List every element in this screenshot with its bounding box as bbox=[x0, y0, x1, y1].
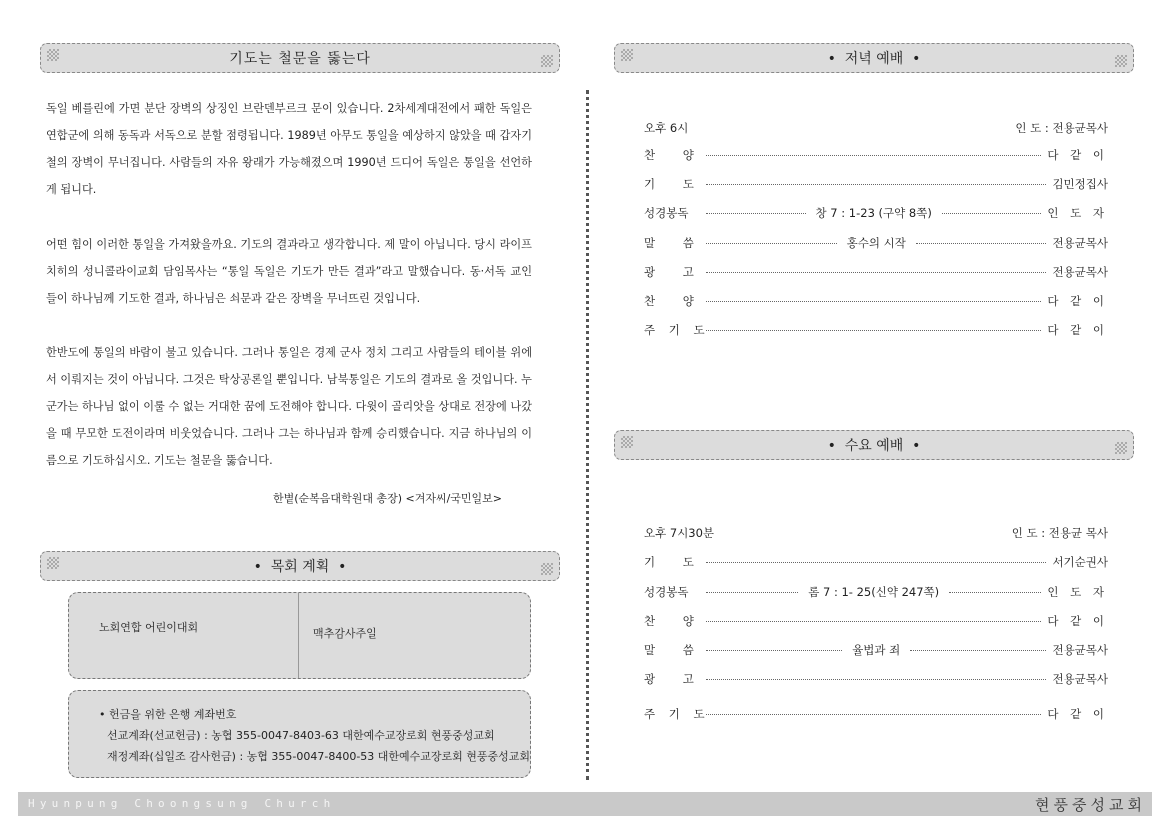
row-value: 다 같 이 bbox=[1047, 294, 1108, 308]
wednesday-time: 오후 7시30분 bbox=[644, 526, 715, 540]
service-row bbox=[644, 233, 1108, 253]
bank-line: 재정계좌(십일조 감사헌금) : 농협 355-0047-8400-53 대한예수교장로회 현풍중성교회 bbox=[107, 750, 531, 763]
service-row bbox=[644, 552, 1108, 572]
pattern-corner-icon bbox=[541, 563, 553, 575]
row-value: 김민정집사 bbox=[1052, 177, 1108, 191]
service-row bbox=[644, 704, 1108, 724]
paragraph-2: 어떤 힘이 이러한 통일을 가져왔을까요. 기도의 결과라고 생각합니다. 제 말이 아닙니다. 당시 라이프치히의 성니콜라이교회 담임목사는 “통일 독일은 기도가 만든 결과”라고 말했습니다. 동·서독 교인들이 하나님께 기도한 결과, 하나님은 쇠문과 같은 장벽을 무너뜨린 것입니다. bbox=[46, 238, 532, 305]
service-row bbox=[644, 320, 1108, 340]
service-row bbox=[644, 262, 1108, 282]
row-label: 주 기 도 bbox=[644, 323, 710, 337]
pattern-corner-icon bbox=[47, 49, 59, 61]
row-label: 찬 양 bbox=[644, 148, 706, 162]
service-row bbox=[644, 582, 1108, 602]
paragraph-1: 독일 베를린에 가면 분단 장벽의 상징인 브란덴부르크 문이 있습니다. 2차세계대전에서 패한 독일은 연합군에 의해 동독과 서독으로 분할 점령됩니다. 1989년 아무도 통일을 예상하지 않았을 때 갑자기 철의 장벽이 무너집니다. 사람들의 자유 왕래가 가능해졌으며 1990년 드디어 독일은 통일을 선언하게 됩니다. bbox=[46, 102, 532, 196]
dot-leader bbox=[706, 301, 1041, 302]
dot-leader bbox=[942, 213, 1042, 214]
row-label: 찬 양 bbox=[644, 614, 706, 628]
row-label: 기 도 bbox=[644, 177, 706, 191]
wednesday-leader: 인 도 : 전용균 목사 bbox=[1011, 526, 1108, 540]
row-passage: 롬 7 : 1- 25(신약 247쪽) bbox=[808, 585, 940, 599]
dot-leader bbox=[706, 679, 1046, 680]
service-row bbox=[644, 174, 1108, 194]
footer-bar bbox=[18, 792, 1152, 816]
service-row bbox=[644, 640, 1108, 660]
paragraph-3: 한반도에 통일의 바람이 불고 있습니다. 그러나 통일은 경제 군사 정치 그리고 사람들의 테이블 위에서 이뤄지는 것이 아닙니다. 그것은 탁상공론일 뿐입니다. 남북통일은 기도의 결과로 올 것입니다. 누군가는 하나님 없이 이룰 수 없는 거대한 꿈에 도전해야 합니다. 다윗이 골리앗을 상대로 전장에 나갔을 때 무모한 도전이라며 비웃었습니다. 그러나 그는 하나님과 함께 승리했습니다. 지금 하나님의 이름으로 기도하십시오. 기도는 철문을 뚫습니다. bbox=[46, 346, 532, 467]
service-row bbox=[644, 203, 1108, 223]
row-value: 다 같 이 bbox=[1047, 707, 1108, 721]
prayer-title: 기도는 철문을 뚫는다 bbox=[229, 51, 371, 67]
prayer-title-banner bbox=[40, 43, 560, 73]
row-label: 광 고 bbox=[644, 265, 706, 279]
ministry-plan-title: • 목회 계획 • bbox=[253, 559, 347, 575]
row-value: 전용균목사 bbox=[1052, 236, 1108, 250]
pattern-corner-icon bbox=[47, 557, 59, 569]
service-row bbox=[644, 145, 1108, 165]
dot-leader bbox=[706, 243, 837, 244]
row-value: 다 같 이 bbox=[1047, 323, 1108, 337]
row-sermon: 홍수의 시작 bbox=[846, 236, 906, 250]
row-label: 말 씀 bbox=[644, 236, 706, 250]
dot-leader bbox=[706, 272, 1046, 273]
dot-leader bbox=[706, 714, 1041, 715]
row-value: 전용균목사 bbox=[1052, 643, 1109, 657]
row-value: 인 도 자 bbox=[1047, 206, 1108, 220]
pattern-corner-icon bbox=[1115, 55, 1127, 67]
row-label: 성경봉독 bbox=[644, 585, 689, 599]
evening-leader: 인 도 : 전용균목사 bbox=[1015, 121, 1108, 135]
dot-leader bbox=[949, 592, 1041, 593]
plan-divider bbox=[298, 593, 299, 678]
column-divider bbox=[586, 90, 589, 780]
row-label: 광 고 bbox=[644, 672, 706, 686]
dot-leader bbox=[706, 621, 1041, 622]
wednesday-service-title: • 수요 예배 • bbox=[827, 438, 921, 454]
row-label: 말 씀 bbox=[644, 643, 706, 657]
row-label: 기 도 bbox=[644, 555, 706, 569]
evening-time: 오후 6시 bbox=[644, 121, 689, 135]
evening-service-title: • 저녁 예배 • bbox=[827, 51, 921, 67]
wednesday-service-banner bbox=[614, 430, 1134, 460]
row-label: 주 기 도 bbox=[644, 707, 710, 721]
wednesday-header bbox=[644, 525, 1108, 541]
pattern-corner-icon bbox=[621, 436, 633, 448]
pattern-corner-icon bbox=[541, 55, 553, 67]
row-value: 서기순권사 bbox=[1052, 555, 1108, 569]
ministry-plan-banner bbox=[40, 551, 560, 581]
plan-item: 노회연합 어린이대회 bbox=[99, 621, 199, 634]
bank-title: • 헌금을 위한 은행 계좌번호 bbox=[99, 708, 237, 721]
row-value: 다 같 이 bbox=[1047, 148, 1108, 162]
church-name-korean: 현풍중성교회 bbox=[1035, 796, 1146, 814]
service-row bbox=[644, 611, 1108, 631]
dot-leader bbox=[706, 155, 1041, 156]
service-row bbox=[644, 669, 1108, 689]
bank-account-box bbox=[68, 690, 531, 778]
ministry-plan-box bbox=[68, 592, 531, 679]
dot-leader bbox=[706, 592, 798, 593]
row-value: 인 도 자 bbox=[1047, 585, 1109, 599]
dot-leader bbox=[706, 330, 1041, 331]
dot-leader bbox=[910, 650, 1046, 651]
bank-line: 선교계좌(선교헌금) : 농협 355-0047-8403-63 대한예수교장로회 현풍중성교회 bbox=[107, 729, 495, 742]
dot-leader bbox=[706, 213, 806, 214]
row-label: 찬 양 bbox=[644, 294, 706, 308]
dot-leader bbox=[706, 184, 1046, 185]
dot-leader bbox=[706, 562, 1046, 563]
row-value: 전용균목사 bbox=[1052, 672, 1108, 686]
row-value: 전용균목사 bbox=[1052, 265, 1108, 279]
row-label: 성경봉독 bbox=[644, 206, 689, 220]
dot-leader bbox=[706, 650, 842, 651]
row-passage: 창 7 : 1-23 (구약 8쪽) bbox=[815, 206, 932, 220]
church-name-english: Hyunpung Choongsung Church bbox=[28, 797, 336, 810]
plan-item: 맥추감사주일 bbox=[313, 627, 377, 640]
article-credit: 한볕(순복음대학원대 총장) <겨자씨/국민일보> bbox=[273, 492, 502, 505]
row-value: 다 같 이 bbox=[1047, 614, 1108, 628]
service-row bbox=[644, 291, 1108, 311]
pattern-corner-icon bbox=[621, 49, 633, 61]
pattern-corner-icon bbox=[1115, 442, 1127, 454]
evening-header bbox=[644, 120, 1108, 136]
row-sermon: 율법과 죄 bbox=[852, 643, 901, 657]
dot-leader bbox=[916, 243, 1047, 244]
evening-service-banner bbox=[614, 43, 1134, 73]
